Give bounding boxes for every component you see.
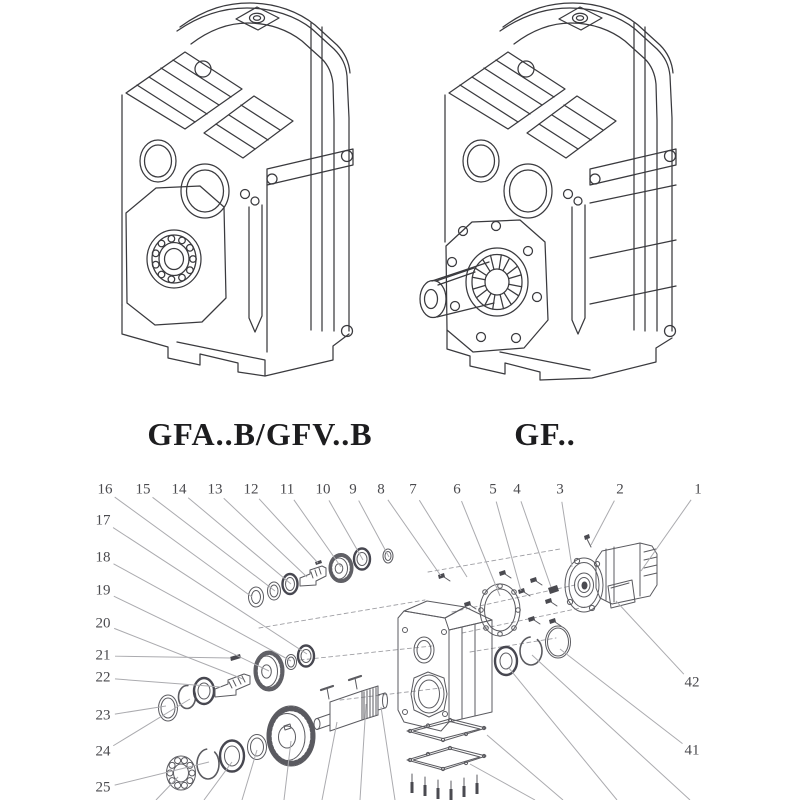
callout-1: 1 [694,481,702,498]
callout-41: 41 [684,742,700,759]
leader-line-5 [496,502,521,591]
callout-21: 21 [95,647,111,664]
callout-25: 25 [95,779,111,796]
callout-9: 9 [349,481,357,498]
output-flange [446,220,548,352]
callout-12: 12 [243,481,259,498]
leader-line-19 [114,596,269,671]
cutoff-leader-line-6 [360,704,366,800]
callout-6: 6 [453,481,461,498]
callout-layer [96,481,702,800]
callout-13: 13 [207,481,223,498]
leader-line-18 [114,564,291,661]
cutoff-leader-line-11 [532,655,690,800]
callout-24: 24 [95,743,111,760]
callout-17: 17 [95,512,111,529]
motor-key [548,585,559,594]
cutoff-leader-line-8 [487,735,563,800]
callout-7: 7 [409,481,417,498]
motor [565,534,657,612]
output-gear [267,706,315,766]
callout-11: 11 [279,481,295,498]
callout-3: 3 [556,481,564,498]
callout-4: 4 [513,481,521,498]
figure-label-gf: GF.. [514,416,576,452]
leader-line-42 [616,601,684,674]
leader-line-15 [153,497,275,591]
cutoff-leader-line-9 [470,764,535,800]
leader-line-10 [329,500,363,560]
input-shaft-assembly [249,549,394,608]
callout-42: 42 [684,674,700,691]
leader-line-16 [115,497,252,597]
gearbox-drawing-gf [420,3,676,380]
callout-16: 16 [97,481,113,498]
leader-line-14 [188,498,291,584]
figure-label-gfab-gfvb: GFA..B/GFV..B [147,416,373,452]
input-gear [329,554,353,583]
leader-line-8 [388,500,441,576]
callout-23: 23 [95,707,111,724]
leader-line-1 [641,500,691,571]
cutoff-leader-line-5 [322,722,337,800]
pan-bolts [411,774,479,800]
seal-ring [546,626,571,658]
exploded-parts-diagram [159,534,658,800]
cutoff-leader-line-10 [508,667,617,800]
callout-22: 22 [95,669,111,686]
callout-10: 10 [315,481,331,498]
leader-line-21 [115,656,231,658]
oil-pan-gaskets [407,718,486,770]
gear-housing [398,601,492,731]
callout-20: 20 [95,615,111,632]
gearbox-drawing-gfab-gfvb [122,3,353,376]
output-shaft [420,262,494,318]
leader-line-12 [259,499,318,563]
leader-line-41 [560,649,683,744]
assembly-bolts [438,570,561,626]
callout-14: 14 [171,481,187,498]
callout-18: 18 [95,549,111,566]
leader-line-7 [419,500,467,577]
output-bearing-face [147,230,201,288]
output-solid-shaft [314,686,388,731]
leader-line-2 [591,501,614,545]
callout-15: 15 [135,481,151,498]
leader-line-24 [113,699,190,746]
leader-line-3 [562,502,572,567]
callout-5: 5 [489,481,497,498]
input-bearing [495,647,517,675]
output-shaft-assembly [167,676,388,790]
leader-line-4 [521,501,551,587]
cutoff-leader-line-4 [284,741,291,800]
leader-line-6 [462,501,500,596]
leader-line-20 [114,628,243,679]
callout-8: 8 [377,481,385,498]
callout-19: 19 [95,582,111,599]
callout-2: 2 [616,481,624,498]
cutoff-leader-line-7 [381,707,395,800]
